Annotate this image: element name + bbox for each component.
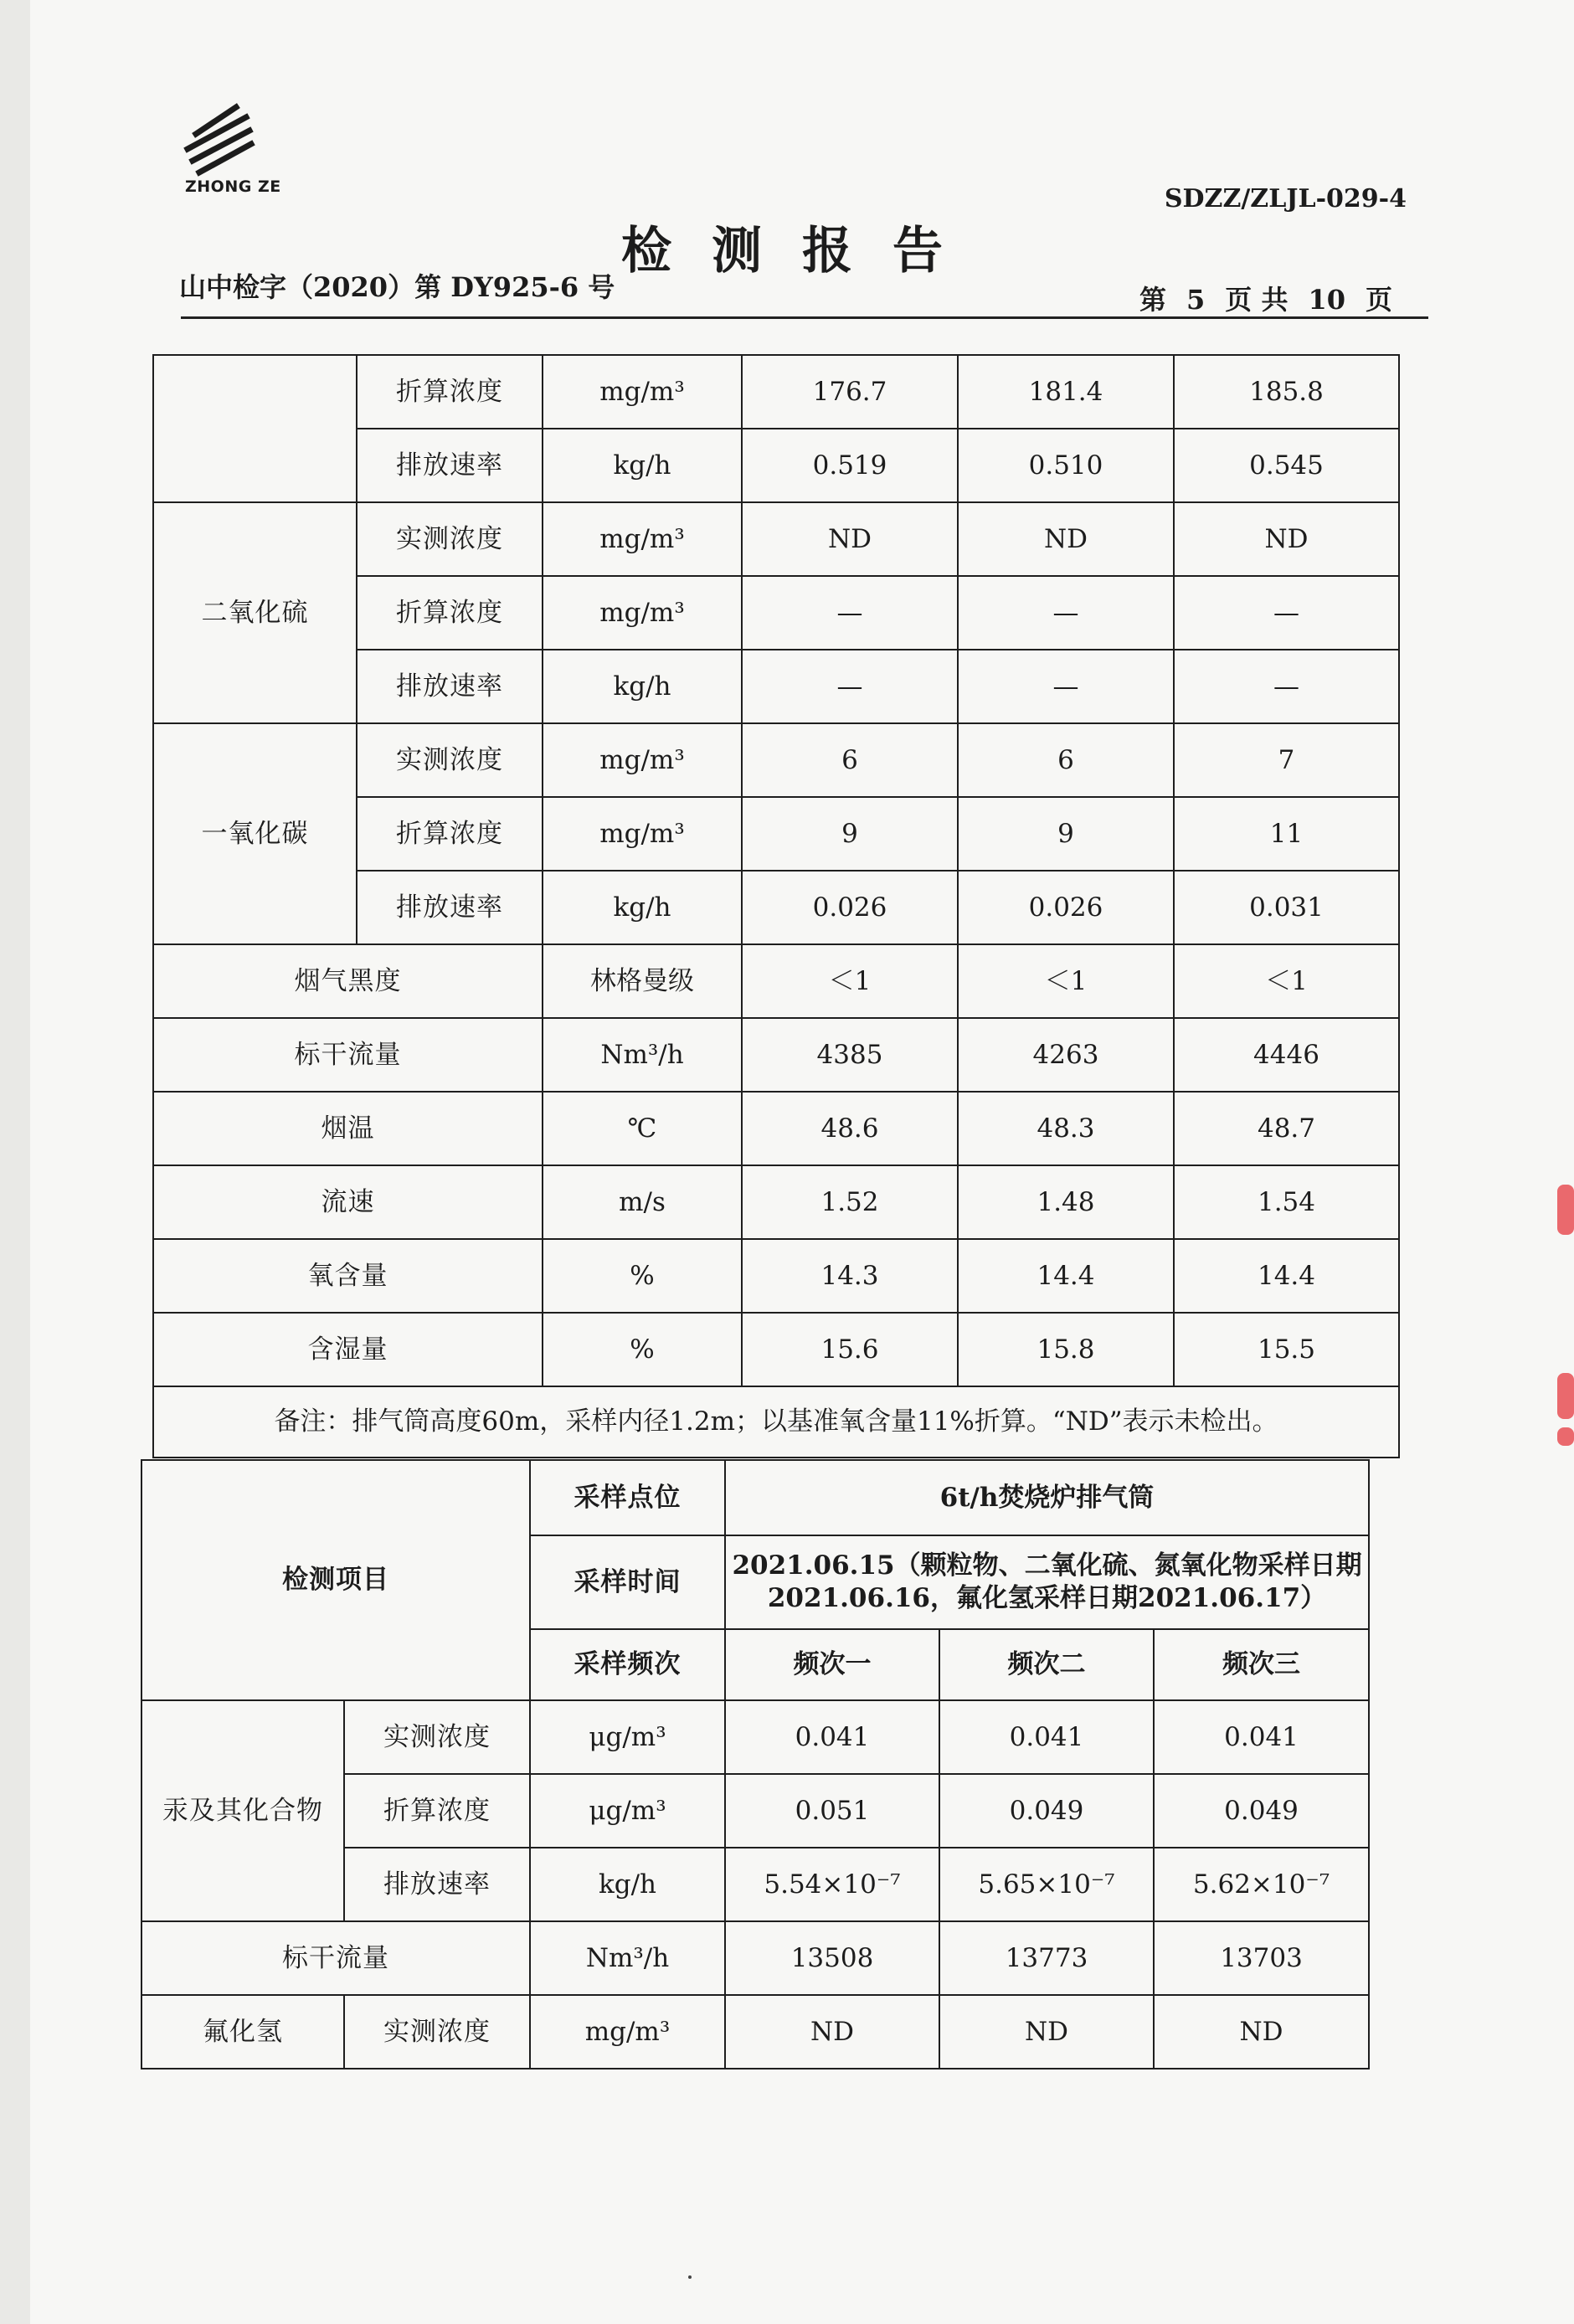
- value-cell: —: [742, 650, 958, 723]
- value-cell: 0.510: [958, 429, 1174, 502]
- results-table-1: [152, 354, 1400, 1458]
- value-cell: ND: [1174, 502, 1399, 576]
- item-header: 检测项目: [141, 1460, 530, 1700]
- page-title: 检测报告: [621, 222, 983, 280]
- group-cell-mercury: 汞及其化合物: [141, 1700, 344, 1921]
- value-cell: ＜1: [1174, 944, 1399, 1018]
- value-cell: 4385: [742, 1018, 958, 1092]
- group-cell-so2: 二氧化硫: [153, 502, 357, 723]
- table-row: [153, 1092, 1399, 1165]
- time-label: 采样时间: [530, 1535, 725, 1629]
- unit-cell: Nm³/h: [543, 1018, 742, 1092]
- value-cell: 0.519: [742, 429, 958, 502]
- value-cell: —: [958, 576, 1174, 650]
- value-cell: 0.049: [939, 1774, 1154, 1848]
- value-cell: 14.4: [1174, 1239, 1399, 1313]
- unit-cell: mg/m³: [543, 355, 742, 429]
- item-cell: 排放速率: [357, 871, 543, 944]
- value-cell: 0.049: [1154, 1774, 1369, 1848]
- table-row: [141, 1700, 1369, 1774]
- note-row: [153, 1386, 1399, 1458]
- value-cell: —: [958, 650, 1174, 723]
- value-cell: ND: [939, 1995, 1154, 2069]
- value-cell: 0.041: [939, 1700, 1154, 1774]
- results-table-2: [141, 1459, 1370, 2069]
- value-cell: 0.026: [742, 871, 958, 944]
- value-cell: 181.4: [958, 355, 1174, 429]
- value-cell: 1.52: [742, 1165, 958, 1239]
- page-prefix: 第: [1139, 284, 1167, 316]
- value-cell: 176.7: [742, 355, 958, 429]
- value-cell: 11: [1174, 797, 1399, 871]
- value-cell: 13773: [939, 1921, 1154, 1995]
- table-row: [141, 1995, 1369, 2069]
- page-total: 10: [1308, 284, 1345, 316]
- value-cell: —: [1174, 576, 1399, 650]
- page-indicator: [1129, 279, 1402, 317]
- group-cell-empty: [153, 355, 357, 502]
- item-cell: 折算浓度: [357, 355, 543, 429]
- item-cell: 实测浓度: [357, 502, 543, 576]
- group-cell-hf: 氟化氢: [141, 1995, 344, 2069]
- value-cell: ND: [958, 502, 1174, 576]
- value-cell: 1.48: [958, 1165, 1174, 1239]
- item-cell: 折算浓度: [357, 797, 543, 871]
- value-cell: ＜1: [742, 944, 958, 1018]
- item-cell: 实测浓度: [344, 1995, 530, 2069]
- value-cell: 5.62×10⁻⁷: [1154, 1848, 1369, 1921]
- value-cell: 4263: [958, 1018, 1174, 1092]
- item-cell: 实测浓度: [357, 723, 543, 797]
- table-row: [153, 944, 1399, 1018]
- value-cell: 48.6: [742, 1092, 958, 1165]
- unit-cell: mg/m³: [543, 576, 742, 650]
- freq-header: 频次三: [1154, 1629, 1369, 1700]
- table-row: [153, 1165, 1399, 1239]
- value-cell: 7: [1174, 723, 1399, 797]
- unit-cell: %: [543, 1239, 742, 1313]
- param-cell: 烟温: [153, 1092, 543, 1165]
- report-number: 山中检字（2020）第 DY925-6 号: [179, 271, 615, 303]
- value-cell: 6: [742, 723, 958, 797]
- value-cell: 4446: [1174, 1018, 1399, 1092]
- value-cell: 48.3: [958, 1092, 1174, 1165]
- table-row: [153, 1313, 1399, 1386]
- unit-cell: mg/m³: [530, 1995, 725, 2069]
- value-cell: 6: [958, 723, 1174, 797]
- value-cell: —: [742, 576, 958, 650]
- red-stamp-mark: [1557, 1427, 1574, 1446]
- table-row: [141, 1460, 1369, 1535]
- note-text: 备注：排气筒高度60m，采样内径1.2m；以基准氧含量11%折算。“ND”表示未检出。: [153, 1386, 1399, 1458]
- value-cell: 14.4: [958, 1239, 1174, 1313]
- unit-cell: mg/m³: [543, 502, 742, 576]
- table-row: [141, 1921, 1369, 1995]
- unit-cell: mg/m³: [543, 797, 742, 871]
- item-cell: 排放速率: [357, 429, 543, 502]
- unit-cell: 林格曼级: [543, 944, 742, 1018]
- value-cell: 0.031: [1174, 871, 1399, 944]
- value-cell: 48.7: [1174, 1092, 1399, 1165]
- value-cell: 15.5: [1174, 1313, 1399, 1386]
- value-cell: 0.041: [1154, 1700, 1369, 1774]
- value-cell: 9: [742, 797, 958, 871]
- param-cell: 标干流量: [141, 1921, 530, 1995]
- table-row: [153, 502, 1399, 576]
- value-cell: ND: [1154, 1995, 1369, 2069]
- value-cell: 5.65×10⁻⁷: [939, 1848, 1154, 1921]
- freq-label: 采样频次: [530, 1629, 725, 1700]
- item-cell: 排放速率: [344, 1848, 530, 1921]
- unit-cell: μg/m³: [530, 1774, 725, 1848]
- unit-cell: kg/h: [543, 871, 742, 944]
- unit-cell: kg/h: [530, 1848, 725, 1921]
- document-code: SDZZ/ZLJL-029-4: [1164, 184, 1407, 213]
- page-suffix: 页: [1365, 284, 1392, 316]
- value-cell: 185.8: [1174, 355, 1399, 429]
- freq-header: 频次二: [939, 1629, 1154, 1700]
- unit-cell: kg/h: [543, 429, 742, 502]
- table-row: [153, 355, 1399, 429]
- page-mid: 页 共: [1225, 284, 1289, 316]
- value-cell: 0.051: [725, 1774, 939, 1848]
- logo-text: ZHONG ZE: [185, 177, 281, 196]
- param-cell: 标干流量: [153, 1018, 543, 1092]
- header-rule: [181, 316, 1428, 319]
- unit-cell: mg/m³: [543, 723, 742, 797]
- value-cell: ＜1: [958, 944, 1174, 1018]
- value-cell: 0.545: [1174, 429, 1399, 502]
- value-cell: 15.6: [742, 1313, 958, 1386]
- param-cell: 烟气黑度: [153, 944, 543, 1018]
- unit-cell: kg/h: [543, 650, 742, 723]
- value-cell: 0.026: [958, 871, 1174, 944]
- red-stamp-mark: [1557, 1373, 1574, 1419]
- red-stamp-mark: [1557, 1185, 1574, 1235]
- table-row: [153, 723, 1399, 797]
- item-cell: 折算浓度: [344, 1774, 530, 1848]
- param-cell: 含湿量: [153, 1313, 543, 1386]
- unit-cell: m/s: [543, 1165, 742, 1239]
- value-cell: —: [1174, 650, 1399, 723]
- value-cell: 9: [958, 797, 1174, 871]
- page-current: 5: [1186, 284, 1206, 316]
- freq-header: 频次一: [725, 1629, 939, 1700]
- value-cell: ND: [742, 502, 958, 576]
- item-cell: 排放速率: [357, 650, 543, 723]
- item-cell: 折算浓度: [357, 576, 543, 650]
- table-row: [153, 1018, 1399, 1092]
- unit-cell: ℃: [543, 1092, 742, 1165]
- table-row: [153, 1239, 1399, 1313]
- param-cell: 流速: [153, 1165, 543, 1239]
- print-dot: [688, 2275, 692, 2279]
- value-cell: 13508: [725, 1921, 939, 1995]
- item-cell: 实测浓度: [344, 1700, 530, 1774]
- time-value: 2021.06.15（颗粒物、二氧化硫、氮氧化物采样日期2021.06.16，氟化氢采样日期2021.06.17）: [725, 1535, 1369, 1629]
- unit-cell: Nm³/h: [530, 1921, 725, 1995]
- value-cell: 1.54: [1174, 1165, 1399, 1239]
- unit-cell: %: [543, 1313, 742, 1386]
- value-cell: ND: [725, 1995, 939, 2069]
- value-cell: 15.8: [958, 1313, 1174, 1386]
- site-value: 6t/h焚烧炉排气筒: [725, 1460, 1369, 1535]
- unit-cell: μg/m³: [530, 1700, 725, 1774]
- value-cell: 14.3: [742, 1239, 958, 1313]
- value-cell: 13703: [1154, 1921, 1369, 1995]
- value-cell: 5.54×10⁻⁷: [725, 1848, 939, 1921]
- group-cell-co: 一氧化碳: [153, 723, 357, 944]
- value-cell: 0.041: [725, 1700, 939, 1774]
- site-label: 采样点位: [530, 1460, 725, 1535]
- param-cell: 氧含量: [153, 1239, 543, 1313]
